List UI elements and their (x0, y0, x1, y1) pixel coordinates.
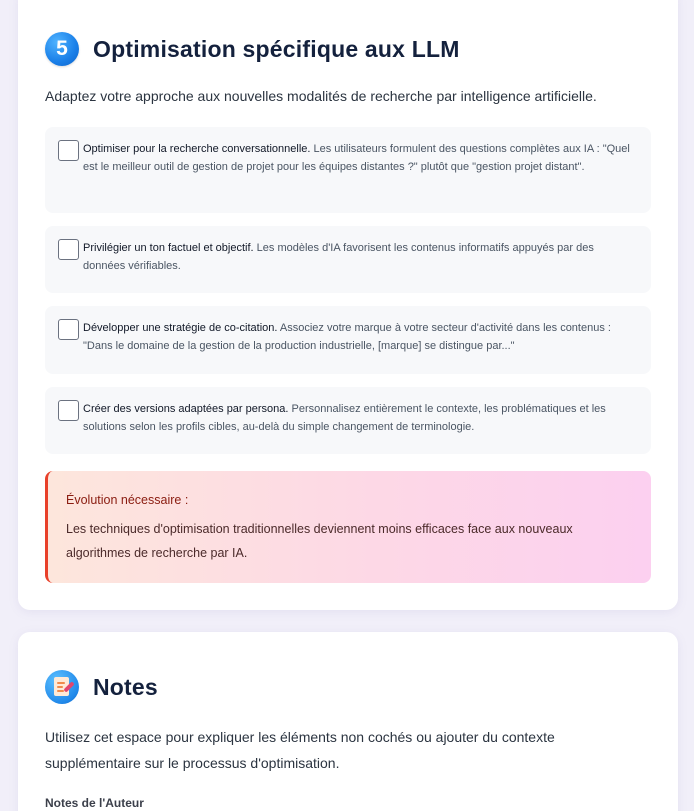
checkbox-conversational[interactable] (58, 140, 79, 161)
alert-title: Évolution nécessaire : (66, 493, 189, 507)
item-lead: Développer une stratégie de co-citation. (83, 322, 278, 334)
notes-title: Notes (93, 673, 158, 700)
item-text (83, 140, 637, 176)
checkbox-persona[interactable] (58, 400, 79, 421)
item-text (83, 319, 637, 355)
checkbox-factual-tone[interactable] (58, 239, 79, 260)
item-description: Personnalisez entièrement le contexte, les problématiques et les solutions selon les profils cibles, au-delà du simple changement de terminologie. (83, 403, 606, 433)
item-description: Associez votre marque à votre secteur d'activité dans les contenus : "Dans le domaine de la gestion de la production industrielle, [marque] se distingue par..." (83, 322, 611, 352)
checklist-item-conversational (45, 127, 651, 213)
notes-header (45, 670, 158, 704)
alert-text: Les techniques d'optimisation traditionnelles deviennent moins efficaces face aux nouveaux algorithmes de recherche par IA. (66, 522, 573, 560)
evolution-alert (45, 471, 651, 583)
author-notes-label: Notes de l'Auteur (45, 796, 144, 810)
notepad-icon (45, 670, 79, 704)
checklist-item-persona (45, 387, 651, 454)
checkbox-co-citation[interactable] (58, 319, 79, 340)
section-header (45, 32, 460, 66)
checklist-item-factual-tone (45, 226, 651, 293)
item-description: Les modèles d'IA favorisent les contenus informatifs appuyés par des données vérifiables. (83, 242, 594, 272)
section-number-badge: 5 (45, 32, 79, 66)
item-lead: Créer des versions adaptées par persona. (83, 403, 289, 415)
llm-optimization-card (18, 0, 678, 610)
item-lead: Optimiser pour la recherche conversationnelle. (83, 143, 311, 155)
section-intro: Adaptez votre approche aux nouvelles modalités de recherche par intelligence artificielle. (45, 88, 597, 104)
checklist-item-co-citation (45, 306, 651, 374)
notes-card (18, 632, 678, 811)
section-title: Optimisation spécifique aux LLM (93, 35, 460, 62)
notes-intro: Utilisez cet espace pour expliquer les éléments non cochés ou ajouter du contexte supplémentaire sur le processus d'optimisation. (45, 729, 555, 771)
item-text (83, 400, 637, 436)
item-text (83, 239, 637, 275)
item-lead: Privilégier un ton factuel et objectif. (83, 242, 254, 254)
item-description: Les utilisateurs formulent des questions complètes aux IA : "Quel est le meilleur outil de gestion de projet pour les équipes distantes ?" plutôt que "gestion projet distant". (83, 143, 630, 173)
